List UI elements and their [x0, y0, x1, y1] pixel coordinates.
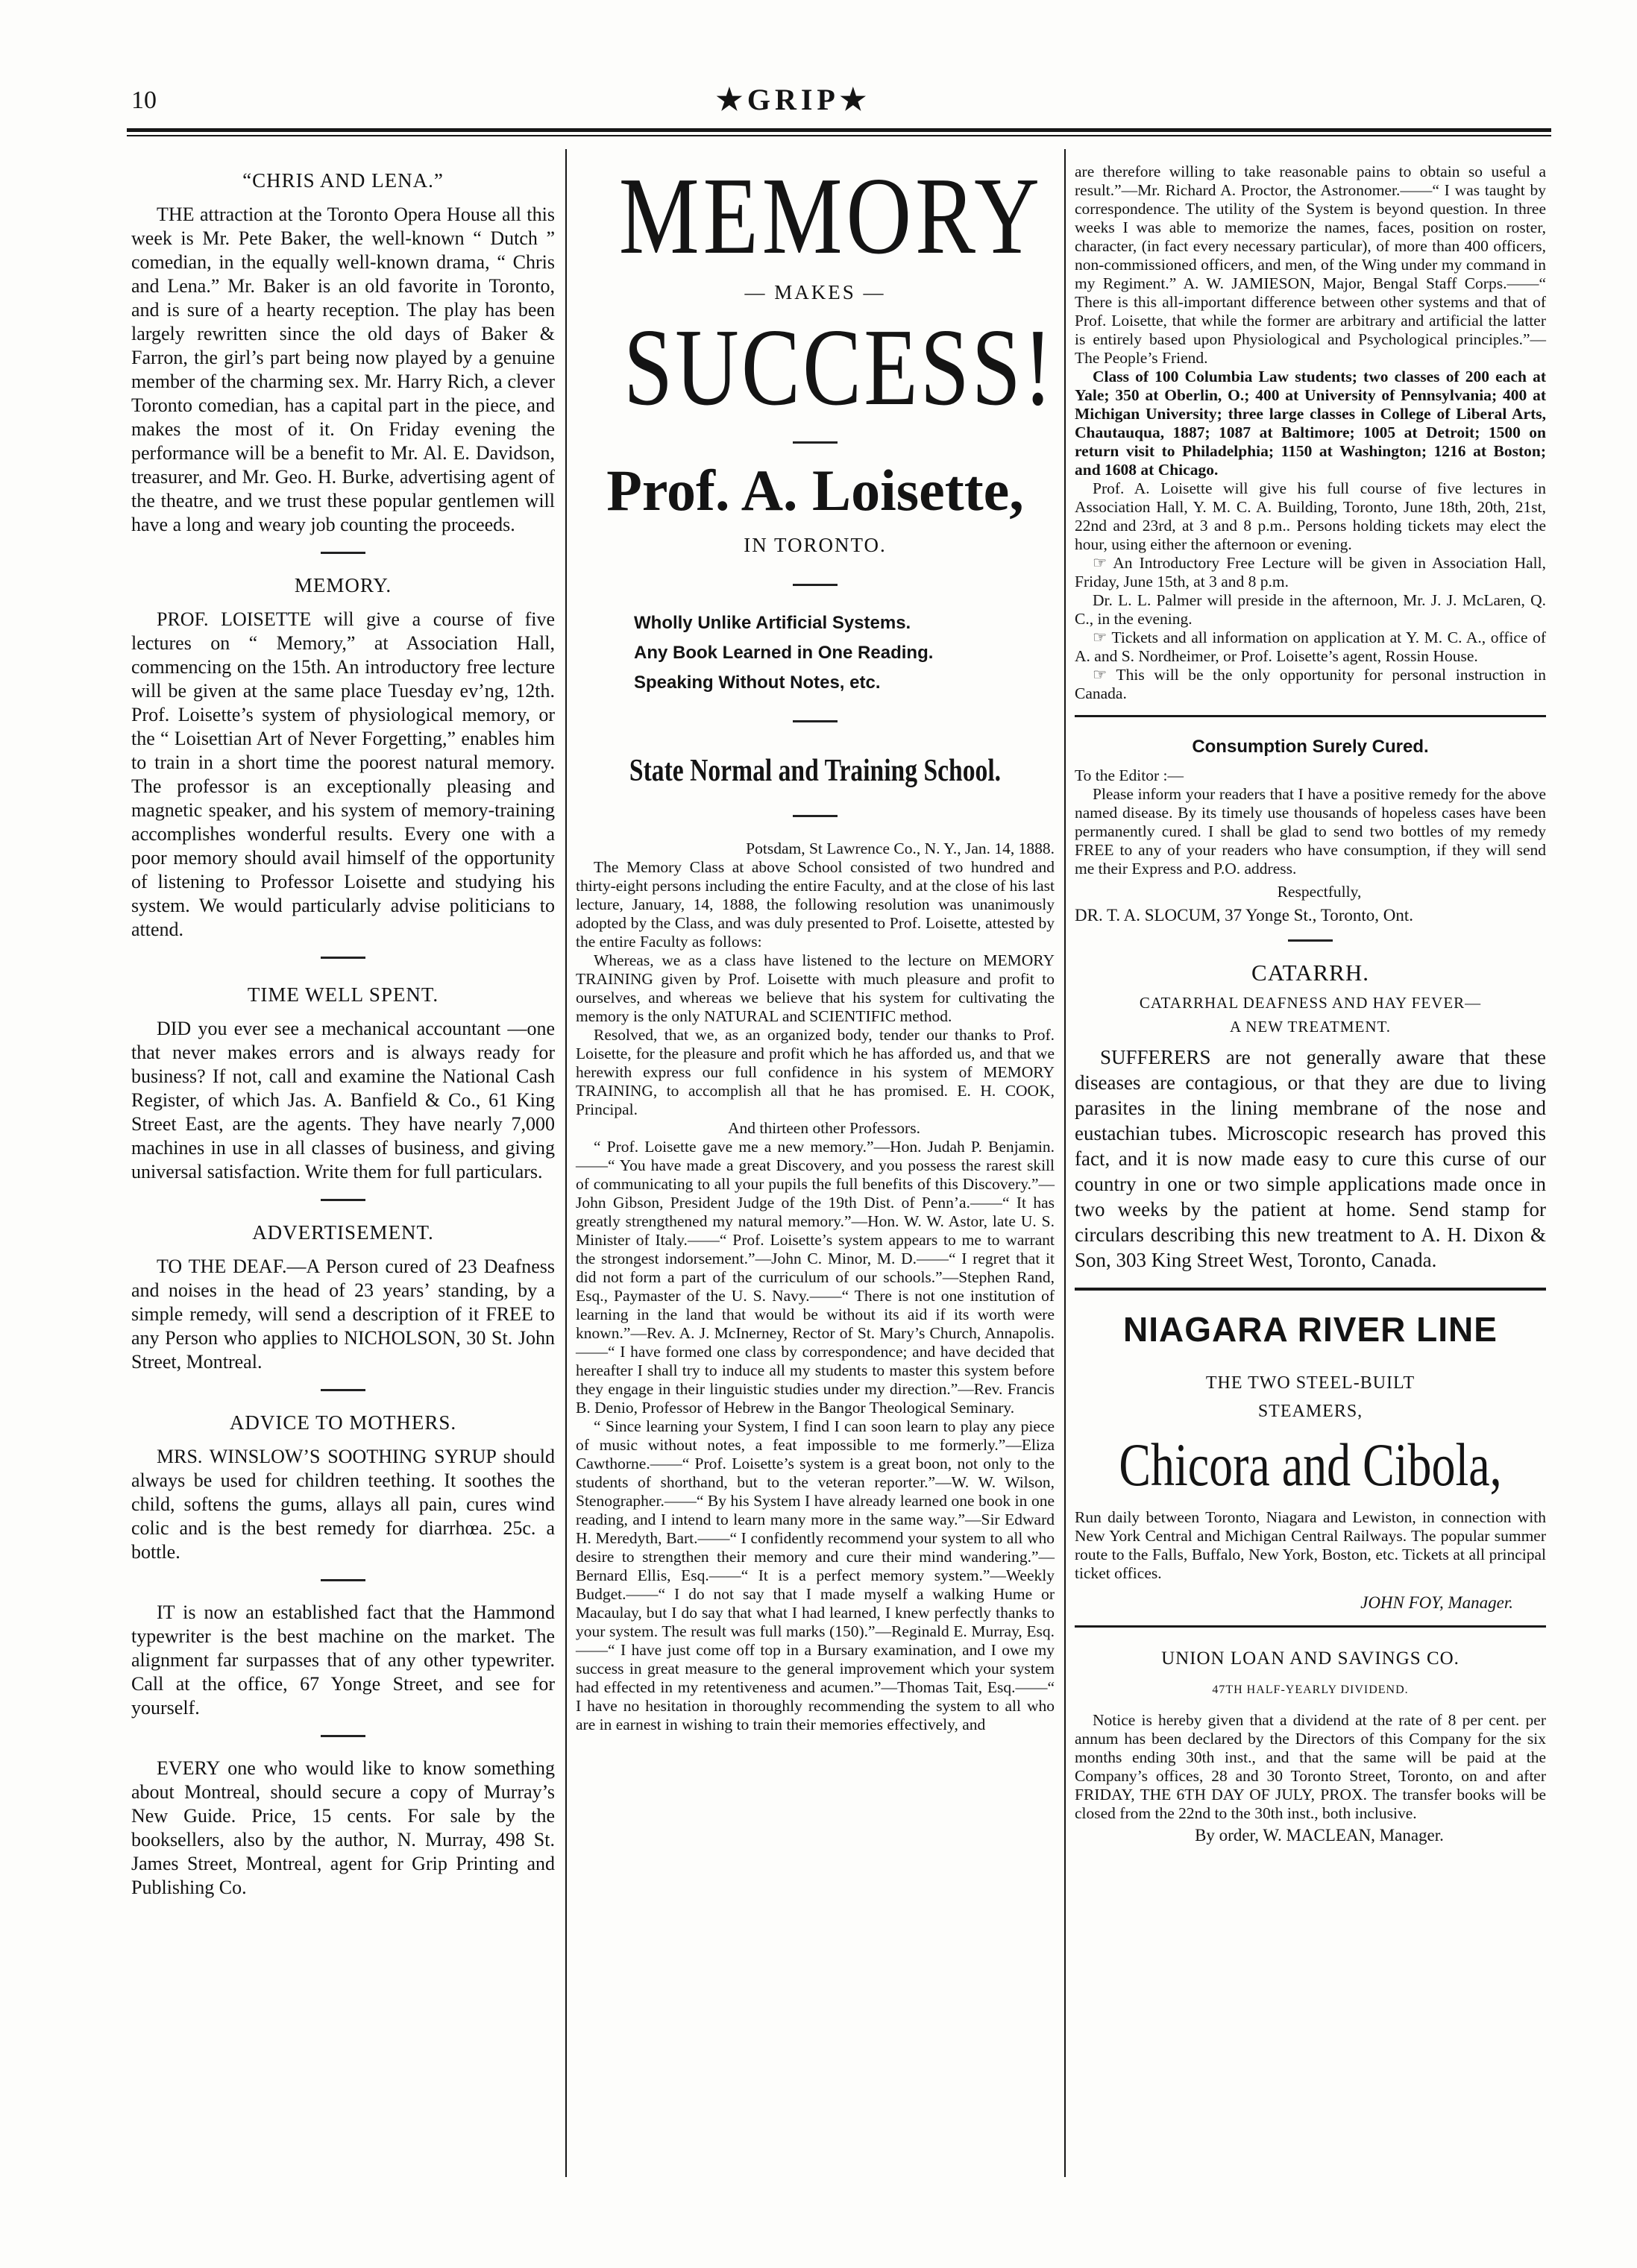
section-rule — [1075, 1288, 1546, 1291]
body-text: Run daily between Toronto, Niagara and Lewiston, in connection with New York Central and Michigan Central Railways. The popular summer route to the Falls, Buffalo, New York, Boston, etc. Tickets at all principal ticket offices. — [1075, 1508, 1546, 1582]
makes-line: — MAKES — — [744, 281, 886, 303]
prof-name: Prof. A. Loisette, — [606, 458, 1024, 523]
section-rule — [1075, 1625, 1546, 1628]
signature: DR. T. A. SLOCUM, 37 Yonge St., Toronto, Ont. — [1075, 906, 1413, 924]
body-text: Whereas, we as a class have listened to the lecture on MEMORY TRAINING given by Prof. Loisette with much pleasure and profit to ourselves, and whereas we believe that his system for cultivating the memory is the only NATURAL and SCIENTIFIC method. — [576, 951, 1055, 1025]
divider — [321, 1579, 365, 1581]
niagara-title: NIAGARA RIVER LINE — [1123, 1310, 1498, 1349]
section-rule — [1075, 715, 1546, 717]
consumption-notice — [1075, 766, 1546, 924]
column-divider — [1064, 149, 1066, 2177]
time-text: DID you ever see a mechanical accountant —one that never makes errors and is always ready for business? If not, call and examine the National Cash Register, of which Jas. A. Banfield & Co., 61 King Street East, are the agents. They have nearly 7,000 machines in use in all classes of business, and giving universal satisfaction. Write them for full particulars. — [131, 1018, 555, 1182]
feature-item: Speaking Without Notes, etc. — [634, 672, 881, 693]
body-text: are therefore willing to take reasonable pains to obtain so useful a result.”—Mr. Richard A. Proctor, the Astronomer.——“ I was taught by correspondence. The utility of the System is beyond question. In three weeks I was able to memorize the names, faces, position on roster, character, (in fact every necessary particular), of more than 400 officers, non-commissioned officers, and men, of the Wing under my command in my Regiment.” A. W. JAMIESON, Major, Bengal Staff Corps.——“ There is this all-important difference between other systems and that of Prof. Loisette, that while the former are arbitrary and artificial the latter is entirely based upon Physiological and Psychological principles.”—The People’s Friend. — [1075, 163, 1546, 367]
union-title: UNION LOAN AND SAVINGS CO. — [1161, 1648, 1460, 1669]
divider — [321, 1199, 365, 1201]
divider — [793, 720, 838, 722]
thirteen-professors: And thirteen other Professors. — [728, 1119, 920, 1137]
page-number: 10 — [131, 86, 157, 114]
in-toronto: IN TORONTO. — [744, 534, 887, 556]
memory-text: PROF. LOISETTE will give a course of five lectures on “ Memory,” at Association Hall, commencing on the 15th. An introductory free lecture will be given at the same place Tuesday ev’ng, 12th. Prof. Loisette’s system of physiological memory, or the “ Loisettian Art of Never Forgetting,” enables him to train in a short time the poorest natural memory. The professor is an exceptionally pleasing and magnetic speaker, and his system of memory-training accomplishes wonderful results. Every one with a poor memory should avail himself of the opportunity of listening to Professor Loisette and studying his system. We would particularly advise politicians to attend. — [131, 608, 555, 940]
divider — [1288, 939, 1333, 942]
divider — [321, 1389, 365, 1391]
feature-item: Wholly Unlike Artificial Systems. — [634, 613, 911, 633]
body-text: ☞ This will be the only opportunity for personal instruction in Canada. — [1075, 666, 1546, 702]
closing: Respectfully, — [1277, 883, 1362, 901]
typewriter-text: IT is now an established fact that the Hammond typewriter is the best machine on the market. The alignment far surpasses that of any other typewriter. Call at the office, 67 Yonge Street, and see for yourself. — [131, 1601, 555, 1719]
advice-title: ADVICE TO MOTHERS. — [229, 1411, 457, 1434]
catarrh-text: SUFFERERS are not generally aware that these diseases are contagious, or that they are due to living parasites in the lining membrane of the nose and eustachian tubes. Microscopic research has proved this fact, and it is now made easy to cure this curse of our country in one or two simple applications made once in two weeks by the patient at home. Send stamp for circulars describing this new treatment to A. H. Dixon & Son, 303 King Street West, Toronto, Canada. — [1075, 1046, 1546, 1271]
divider — [321, 1735, 365, 1737]
signature: By order, W. MACLEAN, Manager. — [1195, 1826, 1444, 1845]
catarrh-subtitle: CATARRHAL DEAFNESS AND HAY FEVER— — [1139, 994, 1482, 1012]
niagara-subtitle: STEAMERS, — [1257, 1402, 1363, 1421]
middle-column — [576, 149, 1055, 1734]
niagara-subtitle: THE TWO STEEL-BUILT — [1205, 1373, 1416, 1393]
divider — [321, 957, 365, 959]
header-rule-thin — [127, 135, 1551, 136]
memory-title: MEMORY. — [294, 574, 392, 596]
body-text: “ Prof. Loisette gave me a new memory.”—Hon. Judah P. Benjamin.——“ You have made a great Discovery, and you possess the rarest skill of communicating to all your pupils the full benefits of this Discovery.”—John Gibson, President Judge of the 19th Dist. of Penn’a.——“ It has greatly strengthened my natural memory.”—Hon. W. W. Astor, late U. S. Minister of Italy.——“ Prof. Loisette’s system appears to me to warrant the strongest indorsement.”—John C. Minor, M. D.——“ I regret that it did not form a part of the curriculum of our schools.”—Stephen Rand, Esq., Paymaster of the U. S. Navy.——“ There is not one institution of learning in the land that would be without its aid if its worth were known.”—Rev. A. J. McInerney, Rector of St. Mary’s Church, Annapolis.——“ I have formed one class by correspondence; and have decided that hereafter I shall try to induce all my students to master this system before they engage in their linguistic studies under my direction.”—Rev. Francis B. Denio, Professor of Hebrew in the Bangor Theological Seminary. — [576, 1138, 1055, 1417]
montreal-text: EVERY one who would like to know something about Montreal, should secure a copy of Murray’s New Guide. Price, 15 cents. For sale by the booksellers, also by the author, N. Murray, 498 St. James Street, Montreal, agent for Grip Printing and Publishing Co. — [131, 1757, 555, 1898]
body-text: “ Since learning your System, I find I can soon learn to play any piece of music without notes, a feat impossible to me formerly.”—Eliza Cawthorne.——“ Prof. Loisette’s system is a great boon, not only to the students of shorthand, but to the veteran reporter.”—W. W. Wilson, Stenographer.——“ By his System I have already learned one book in one reading, and I intend to learn many more in the same way.”—Sir Edward H. Meredyth, Bart.——“ I confidently recommend your system to all who desire to strengthen their memory and cure their mind wandering.”—Bernard Ellis, Esq.——“ It is a perfect memory system.”—Weekly Budget.——“ I do not say that I made myself a walking Hume or Macaulay, but I do say that what I had learned, I knew perfectly thanks to your system. The result was full marks (150).”—Reginald E. Murray, Esq.——“ I have just come off top in a Bursary examination, and I owe my success in great measure to the general improvement which your system had effected in my retentiveness and acumen.”—Thomas Tait, Esq.——“ I have no hesitation in thoroughly recommending the system to all who are in earnest in wishing to train their memories effectively, and — [576, 1417, 1055, 1733]
feature-item: Any Book Learned in One Reading. — [634, 643, 934, 663]
body-text: Prof. A. Loisette will give his full course of five lectures in Association Hall, Y. M. C. A. Building, Toronto, June 18th, 20th, 21st, 22nd and 23rd, at 3 and 8 p.m.. Persons holding tickets may elect the hour, using either the afternoon or evening. — [1075, 479, 1546, 553]
union-subtitle: 47TH HALF-YEARLY DIVIDEND. — [1212, 1683, 1409, 1696]
catarrh-subtitle: A NEW TREATMENT. — [1229, 1018, 1392, 1036]
advice-text: MRS. WINSLOW’S SOOTHING SYRUP should always be used for children teething. It soothes the child, softens the gums, allays all pain, cures wind colic and is the best remedy for diarrhœa. 25c. a bottle. — [131, 1446, 555, 1563]
header-rule-thick — [127, 128, 1551, 132]
left-column — [131, 168, 555, 1900]
divider — [793, 815, 838, 817]
dateline: Potsdam, St Lawrence Co., N. Y., Jan. 14, 1888. — [746, 840, 1055, 857]
body-text: Notice is hereby given that a dividend at the rate of 8 per cent. per annum has been declared by the Directors of this Company for the six months ending 30th inst., and that the same will be paid at the Company’s offices, 28 and 30 Toronto Street, Toronto, on and after FRIDAY, THE 6TH DAY OF JULY, PROX. The transfer books will be closed from the 22nd to the 30th inst., both inclusive. — [1075, 1711, 1546, 1822]
chris-title: “CHRIS AND LENA.” — [242, 169, 444, 192]
memory-headline: MEMORY — [618, 155, 1043, 277]
signature: JOHN FOY, Manager. — [1360, 1593, 1513, 1612]
testimonials — [576, 840, 1055, 1734]
success-headline: SUCCESS! — [623, 306, 1055, 429]
right-column — [1075, 163, 1546, 1845]
ad-title: ADVERTISEMENT. — [252, 1221, 434, 1244]
school-title: State Normal and Training School. — [629, 754, 1002, 788]
time-title: TIME WELL SPENT. — [247, 983, 439, 1006]
column-divider — [565, 149, 567, 2177]
body-text: Dr. L. L. Palmer will preside in the afternoon, Mr. J. J. McLaren, Q. C., in the evening. — [1075, 591, 1546, 628]
ad-text: TO THE DEAF.—A Person cured of 23 Deafness and noises in the head of 23 years’ standing, by a simple remedy, will send a description of it FREE to any Person who applies to NICHOLSON, 30 St. John Street, Montreal. — [131, 1256, 555, 1373]
salutation: To the Editor :— — [1075, 766, 1184, 784]
body-text: ☞ Tickets and all information on application at Y. M. C. A., office of A. and S. Nordheimer, or Prof. Loisette’s agent, Rossin House. — [1075, 629, 1546, 665]
niagara-ships: Chicora and Cibola, — [1119, 1431, 1502, 1499]
masthead: ★GRIP★ — [716, 83, 871, 116]
consumption-title: Consumption Surely Cured. — [1192, 737, 1429, 757]
body-text: ☞ An Introductory Free Lecture will be given in Association Hall, Friday, June 15th, at 3 and 8 p.m. — [1075, 554, 1546, 590]
divider — [793, 584, 838, 586]
body-text: Resolved, that we, as an organized body, tender our thanks to Prof. Loisette, for the pleasure and profit which he has afforded us, and that we herewith express our full confidence in his system of MEMORY TRAINING, to accomplish all that he has promised. E. H. COOK, Principal. — [576, 1026, 1055, 1118]
niagara-notice — [1075, 1508, 1546, 1612]
body-text: Please inform your readers that I have a positive remedy for the above named disease. By its timely use thousands of hopeless cases have been permanently cured. I shall be glad to send two bottles of my remedy FREE to any of your readers who have consumption, if they will send me their Express and P.O. address. — [1075, 785, 1546, 878]
divider — [321, 552, 365, 554]
catarrh-title: CATARRH. — [1251, 960, 1369, 986]
union-notice — [1075, 1711, 1546, 1845]
chris-text: THE attraction at the Toronto Opera House all this week is Mr. Pete Baker, the well-known “ Dutch ” comedian, in the equally well-known drama, “ Chris and Lena.” Mr. Baker is an old favorite in Toronto, and is sure of a hearty reception. The play has been largely rewritten since the old days of Baker & Farron, the girl’s part being now played by a genuine member of the charming sex. Mr. Harry Rich, a clever Toronto comedian, has a capital part in the piece, and makes the most of it. On Friday evening the performance will be a benefit to Mr. Al. E. Davidson, treasurer, and Mr. Geo. H. Burke, advertising agent of the theatre, and we trust these popular gentlemen will have a long and weary job counting the proceeds. — [131, 204, 555, 535]
body-text: The Memory Class at above School consisted of two hundred and thirty-eight persons including the entire Faculty, and at the close of his last lecture, January, 14, 1888, the following resolution was unanimously adopted by the Class, and was duly presented to Prof. Loisette, attested by the entire Faculty as follows: — [576, 858, 1055, 951]
body-text: Class of 100 Columbia Law students; two classes of 200 each at Yale; 350 at Oberlin, O.; 400 at University of Pennsylvania; 400 at Michigan University; three large classes in College of Liberal Arts, Chautauqua, 1887; 1087 at Baltimore; 1005 at Detroit; 1500 on return visit to Philadelphia; 1150 at Washington; 1216 at Boston; and 1608 at Chicago. — [1075, 368, 1546, 479]
divider — [793, 441, 838, 444]
loisette-continued — [1075, 163, 1546, 703]
